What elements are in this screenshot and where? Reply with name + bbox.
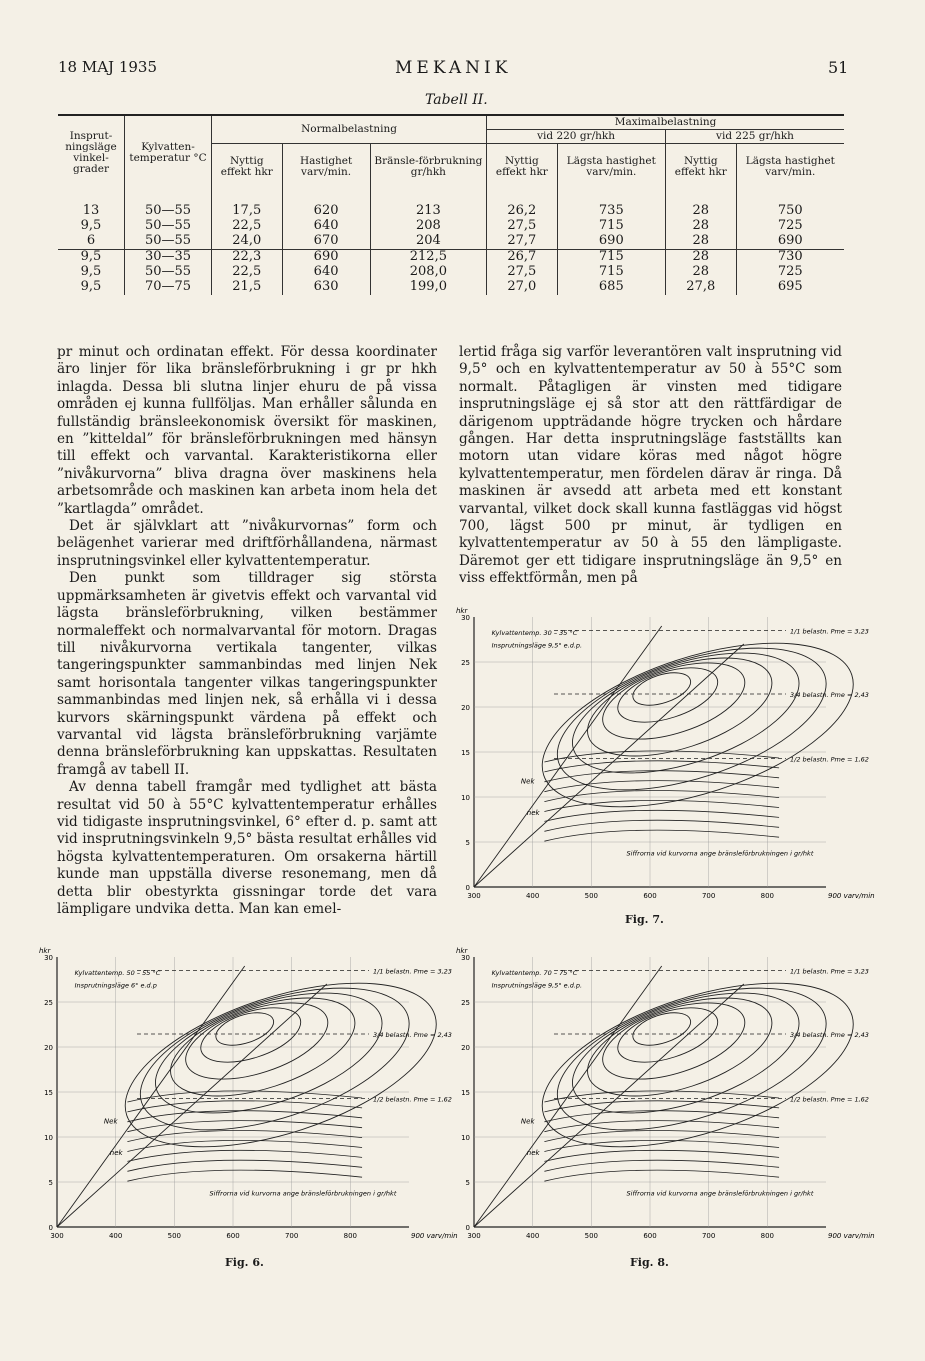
contour-curve <box>544 1160 779 1171</box>
x-tick-label: 500 <box>167 1232 182 1240</box>
nek-label: nek <box>526 1149 540 1157</box>
x-tick-label: 800 <box>760 892 775 900</box>
paragraph: lertid fråga sig varför leverantören valt insprutning vid 9,5° och en kylvattentemperatur av 50 à 55°C som normalt. Påtagligen är vinsten med tidigare insprutningsläge ej så stor att den rättfärdigar de därigenom uppträdande högre trycken och hårdare gången. Har detta insprutningsläge fastställts kan motorn utan vidare köras med något högre kylvattentemperatur, men fördelen därav är ringa. Då maskinen är avsedd att arbeta med ett konstant varvantal, vilket dock skall kunna fastläggas vid högst 700, lägst 500 pr minut, är tydligen en kylvattentemperatur av 50 à 55 den lämpligaste. Däremot ger ett tidigare insprutningsläge än 9,5° en viss effektförmån, men på <box>459 344 842 587</box>
table-cell: 30—35 <box>125 249 212 265</box>
x-tick-label: 700 <box>701 1232 716 1240</box>
table-cell: 28 <box>666 249 737 265</box>
contour-curve <box>544 830 779 841</box>
load-label: 1/2 belastn. Pme = 1,62 <box>790 755 869 764</box>
legend-temp: Kylvattentemp. 50 – 55 °C <box>74 969 161 977</box>
table-cell: 9,5 <box>80 218 102 234</box>
th-vid225: vid 225 gr/hkh <box>666 130 844 144</box>
table-row <box>58 219 844 234</box>
Nek-label: Nek <box>520 777 535 786</box>
contour-curve <box>544 810 779 821</box>
Nek-line <box>474 626 662 887</box>
contour-curve <box>544 1150 779 1161</box>
x-tick-label: 800 <box>343 1232 358 1240</box>
table-cell: 22,3 <box>212 249 283 265</box>
y-unit-label: hkr <box>39 947 51 955</box>
table-cell: 640 <box>282 219 370 234</box>
table-cell: 690 <box>557 234 665 250</box>
contour-curve <box>593 648 754 755</box>
contour-curve <box>540 620 843 819</box>
table-cell: 690 <box>282 249 370 265</box>
table-cell: 28 <box>666 219 737 234</box>
table-cell: 27,7 <box>487 234 558 250</box>
Nek-line <box>474 966 662 1227</box>
y-tick-label: 15 <box>461 1089 470 1097</box>
note-text: Siffrorna vid kurvorna ange bränsleförbrukningen i gr/hkt <box>626 849 814 858</box>
y-tick-label: 0 <box>465 1224 470 1232</box>
table-cell: 28 <box>666 234 737 250</box>
table-cell: 199,0 <box>370 280 486 295</box>
table-cell: 27,5 <box>487 219 558 234</box>
table-row <box>58 280 844 295</box>
y-tick-label: 20 <box>44 1044 53 1052</box>
figure-7-chart <box>452 595 875 907</box>
figure-6-caption: Fig. 6. <box>225 1256 264 1269</box>
table-cell: 50—55 <box>125 190 212 219</box>
figure-6-chart <box>35 935 458 1247</box>
table-body <box>58 190 844 295</box>
text-column-left <box>57 344 437 918</box>
x-tick-label: 600 <box>226 1232 240 1240</box>
x-tick-label: 300 <box>467 892 481 900</box>
load-label: 1/1 belastn. Pme = 3,23 <box>790 627 869 636</box>
legend-injection: Insprutningsläge 9,5° e.d.p. <box>491 641 583 650</box>
y-tick-label: 25 <box>461 999 470 1007</box>
contour-curve <box>123 960 426 1159</box>
paragraph: pr minut och ordinatan effekt. För dessa koordinater äro linjer för lika bränsleförbrukning i gr pr hkh inlagda. Dessa bli slutna linjer ehuru de på vissa områden ej kunna fullföljas. Man erhåller sålunda en fullständig bränsleekonomisk översikt för maskinen, en ”kitteldal” för bränsleförbrukningen med hänsyn till effekt och varvantal. Karakteristikorna eller ”nivåkurvorna” bliva dragna över maskinens hela arbetsområde och maskinen kan arbeta inom hela det ”kartlagda” området. <box>57 344 437 517</box>
table-cell: 620 <box>282 190 370 219</box>
paragraph: Av denna tabell framgår med tydlighet att bästa resultat vid 50 à 55°C kylvattentemperatur erhålles vid tidigaste insprutningsvinkel, 6° efter d. p. samt att vid insprutningsvinkeln 9,5° bästa resultat erhålles vid högsta kylvattentemperaturen. Om orsakerna härtill kunde man uppställa diverse resonemang, men då detta blir obestyrkta gissningar torde det vara lämpligare undvika detta. Man kan emel- <box>57 779 437 917</box>
paragraph: Den punkt som tilldrager sig största uppmärksamheten är givetvis effekt och varvantal vid lägsta bränsleförbrukning, vilken bestämmer normaleffekt och normalvarvantal för motorn. Dragas till nivåkurvorna vertikala tangenter, vilkas tangeringspunkter sammanbindas med linjen Nek samt horisontala tangenter vilkas tangeringspunkter sammanbindas med linjen nek, så erhålla vi i dessa kurvors skärningspunkt värdena på effekt och varvantal vid lägsta bränsleförbrukning varjämte denna bränsleförbrukning kan uppskattas. Resultaten framgå av tabell II. <box>57 570 437 778</box>
table-cell: 212,5 <box>370 249 486 265</box>
y-tick-label: 5 <box>48 1179 53 1187</box>
Nek-line <box>57 966 245 1227</box>
x-tick-label: 400 <box>108 1232 123 1240</box>
table-cell: 26,2 <box>487 190 558 219</box>
table-cell: 70—75 <box>125 280 212 295</box>
th-normal: Normalbelastning <box>212 115 487 144</box>
contour-curve <box>127 1111 362 1122</box>
text-column-right <box>459 344 842 588</box>
figure-7-caption: Fig. 7. <box>625 913 664 926</box>
table-row <box>58 234 844 250</box>
contour-curve <box>544 1111 779 1122</box>
table-cell: 22,5 <box>212 219 283 234</box>
note-text: Siffrorna vid kurvorna ange bränsleförbrukningen i gr/hkt <box>209 1189 397 1198</box>
Nek-label: Nek <box>520 1117 535 1126</box>
contour-curve <box>544 771 779 782</box>
y-tick-label: 30 <box>461 614 470 622</box>
table-cell: 685 <box>557 280 665 295</box>
y-unit-label: hkr <box>456 607 468 615</box>
table-cell: 735 <box>557 190 665 219</box>
contour-curve <box>544 1170 779 1181</box>
table-cell: 27,8 <box>666 280 737 295</box>
load-label: 1/1 belastn. Pme = 3,23 <box>790 967 869 976</box>
table-cell: 17,5 <box>212 190 283 219</box>
contour-curve <box>544 751 779 762</box>
contour-curve <box>544 820 779 831</box>
x-tick-label: 300 <box>50 1232 64 1240</box>
load-label: 1/1 belastn. Pme = 3,23 <box>373 967 452 976</box>
table-cell: 13 <box>82 203 100 219</box>
load-label: 3/4 belastn. Pme = 2,43 <box>790 1031 869 1040</box>
table-cell: 690 <box>736 234 844 250</box>
y-tick-label: 25 <box>461 659 470 667</box>
note-text: Siffrorna vid kurvorna ange bränsleförbrukningen i gr/hkt <box>626 1189 814 1198</box>
load-label: 3/4 belastn. Pme = 2,43 <box>373 1031 452 1040</box>
table-cell: 750 <box>736 190 844 219</box>
contour-curve <box>127 1091 362 1102</box>
journal-title: MEKANIK <box>395 58 512 78</box>
table-cell: 695 <box>736 280 844 295</box>
x-tick-label: 700 <box>701 892 716 900</box>
x-tick-label: 500 <box>584 892 599 900</box>
th-speed: Hastighet varv/min. <box>282 144 370 190</box>
table-cell: 27,5 <box>487 265 558 280</box>
table-cell: 640 <box>282 265 370 280</box>
load-label: 1/2 belastn. Pme = 1,62 <box>790 1095 869 1104</box>
th-lowest-speed-225: Lägsta hastighet varv/min. <box>736 144 844 190</box>
legend-injection: Insprutningsläge 6° e.d.p <box>74 981 157 990</box>
table-cell: 27,0 <box>487 280 558 295</box>
contour-curve <box>127 1170 362 1181</box>
table-cell: 204 <box>370 234 486 250</box>
x-tick-label: 600 <box>643 892 657 900</box>
figure-8-chart <box>452 935 875 1247</box>
x-tick-label: 400 <box>525 892 540 900</box>
y-tick-label: 0 <box>48 1224 53 1232</box>
legend-temp: Kylvattentemp. 70 – 75 °C <box>491 969 578 977</box>
x-tick-label: 400 <box>525 1232 540 1240</box>
data-table <box>58 114 844 295</box>
table-cell: 730 <box>736 249 844 265</box>
table-title: Tabell II. <box>425 92 488 108</box>
y-tick-label: 5 <box>465 1179 470 1187</box>
y-tick-label: 20 <box>461 1044 470 1052</box>
contour-curve <box>127 1150 362 1161</box>
table-cell: 24,0 <box>212 234 283 250</box>
y-tick-label: 10 <box>461 794 470 802</box>
y-tick-label: 25 <box>44 999 53 1007</box>
contour-curve <box>544 1091 779 1102</box>
paragraph: Det är självklart att ”nivåkurvornas” form och belägenhet varierar med driftförhållandena, närmast insprutningsvinkel eller kylvattentemperatur. <box>57 518 437 569</box>
header-date: 18 MAJ 1935 <box>58 58 158 76</box>
table-cell: 50—55 <box>125 265 212 280</box>
th-maximal: Maximalbelastning <box>487 115 844 130</box>
table-cell: 725 <box>736 265 844 280</box>
table-cell: 22,5 <box>212 265 283 280</box>
y-tick-label: 0 <box>465 884 470 892</box>
contour-curve <box>593 988 754 1095</box>
table-cell: 630 <box>282 280 370 295</box>
figure-8-caption: Fig. 8. <box>630 1256 669 1269</box>
Nek-label: Nek <box>103 1117 118 1126</box>
x-unit-label: 900 varv/min <box>828 892 875 900</box>
load-label: 3/4 belastn. Pme = 2,43 <box>790 691 869 700</box>
th-fuel: Bränsle-förbrukning gr/hkh <box>370 144 486 190</box>
y-tick-label: 15 <box>461 749 470 757</box>
th-max-effect-225: Nyttig effekt hkr <box>666 144 737 190</box>
table-cell: 715 <box>557 249 665 265</box>
th-effect: Nyttig effekt hkr <box>212 144 283 190</box>
table-cell: 725 <box>736 219 844 234</box>
y-tick-label: 30 <box>461 954 470 962</box>
table-cell: 715 <box>557 219 665 234</box>
table-cell: 208,0 <box>370 265 486 280</box>
table-cell: 26,7 <box>487 249 558 265</box>
y-tick-label: 10 <box>461 1134 470 1142</box>
y-tick-label: 5 <box>465 839 470 847</box>
x-tick-label: 300 <box>467 1232 481 1240</box>
table-cell: 50—55 <box>125 219 212 234</box>
x-tick-label: 600 <box>643 1232 657 1240</box>
th-water-temp: Kylvatten-temperatur °C <box>125 115 212 190</box>
table-cell: 50—55 <box>125 234 212 250</box>
y-tick-label: 10 <box>44 1134 53 1142</box>
table-cell: 28 <box>666 190 737 219</box>
th-lowest-speed-220: Lägsta hastighet varv/min. <box>557 144 665 190</box>
legend-temp: Kylvattentemp. 30 – 35 °C <box>491 629 578 637</box>
nek-label: nek <box>109 1149 123 1157</box>
table-cell: 9,5 <box>58 249 125 265</box>
x-unit-label: 900 varv/min <box>411 1232 458 1240</box>
table-cell: 208 <box>370 219 486 234</box>
load-label: 1/2 belastn. Pme = 1,62 <box>373 1095 452 1104</box>
x-tick-label: 700 <box>284 1232 299 1240</box>
contour-curve <box>540 960 843 1159</box>
table-row <box>58 249 844 265</box>
y-tick-label: 20 <box>461 704 470 712</box>
legend-injection: Insprutningsläge 9,5° e.d.p. <box>491 981 583 990</box>
table-row <box>58 190 844 219</box>
table-cell: 28 <box>666 265 737 280</box>
contour-curve <box>127 1160 362 1171</box>
table-cell: 213 <box>370 190 486 219</box>
table-cell: 9,5 <box>80 279 102 295</box>
y-unit-label: hkr <box>456 947 468 955</box>
x-tick-label: 800 <box>760 1232 775 1240</box>
th-max-effect-220: Nyttig effekt hkr <box>487 144 558 190</box>
th-injection: Insprut-ningsläge vinkel-grader <box>65 129 117 175</box>
table-cell: 6 <box>86 233 96 249</box>
x-unit-label: 900 varv/min <box>828 1232 875 1240</box>
table-cell: 9,5 <box>80 264 102 280</box>
table-cell: 715 <box>557 265 665 280</box>
contour-curve <box>176 988 337 1095</box>
y-tick-label: 30 <box>44 954 53 962</box>
nek-label: nek <box>526 809 540 817</box>
table-row <box>58 265 844 280</box>
x-tick-label: 500 <box>584 1232 599 1240</box>
th-vid220: vid 220 gr/hkh <box>487 130 666 144</box>
page-number: 51 <box>828 58 849 77</box>
table-cell: 670 <box>282 234 370 250</box>
y-tick-label: 15 <box>44 1089 53 1097</box>
table-cell: 21,5 <box>212 280 283 295</box>
